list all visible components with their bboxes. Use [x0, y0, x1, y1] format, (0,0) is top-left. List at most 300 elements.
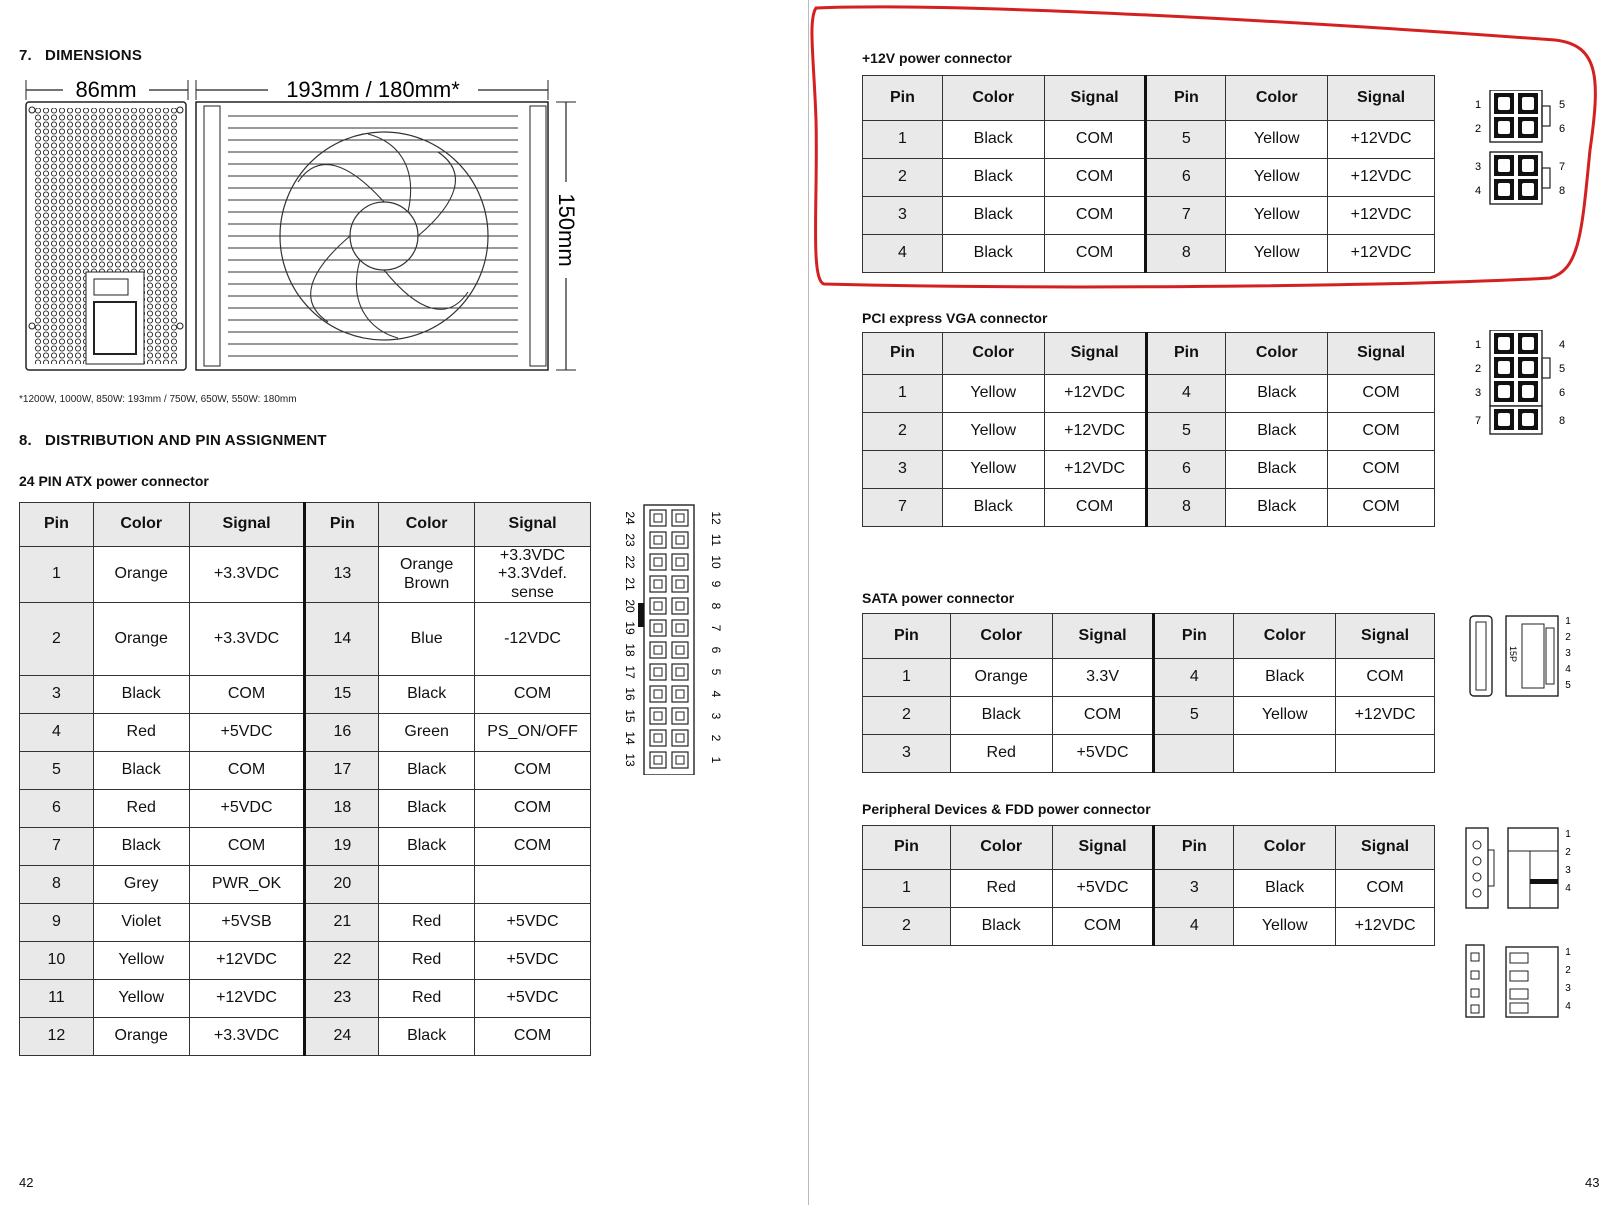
- column-header: Signal: [1336, 826, 1435, 870]
- pin-cell: 1: [863, 375, 943, 413]
- pin-cell: 6: [1146, 451, 1226, 489]
- signal-cell: +12VDC: [189, 942, 305, 980]
- section7-heading: [19, 47, 142, 64]
- pin-number-label: 4: [1565, 664, 1571, 675]
- table-row: [863, 659, 1435, 697]
- signal-cell: +5VDC: [1052, 870, 1154, 908]
- section-number: 7.: [19, 47, 32, 64]
- pin-cell: 14: [305, 603, 379, 676]
- atx-title: 24 PIN ATX power connector: [19, 473, 209, 489]
- p12v-title: +12V power connector: [862, 50, 1012, 66]
- pin-socket: [650, 554, 666, 570]
- column-header: Signal: [1052, 826, 1154, 870]
- pin-number-label: 22: [623, 555, 637, 569]
- power-switch-icon: [94, 279, 128, 295]
- color-cell: Yellow: [1234, 697, 1336, 735]
- color-cell: Black: [379, 828, 475, 866]
- pin-socket: [672, 664, 688, 680]
- pin-cell: 12: [20, 1018, 94, 1056]
- pin-number-label: 2: [1565, 847, 1571, 858]
- color-cell: Yellow: [942, 375, 1044, 413]
- pin-socket: [672, 752, 688, 768]
- column-header: Signal: [1052, 614, 1154, 659]
- pin-number-label: 3: [1474, 161, 1482, 173]
- pin-number-label: 15: [623, 709, 637, 723]
- grille-lines: [228, 116, 518, 356]
- pin-number-label: 5: [1565, 680, 1571, 691]
- column-header: Signal: [189, 503, 305, 547]
- column-header: Color: [950, 826, 1052, 870]
- pin-cell: 3: [20, 676, 94, 714]
- color-cell: Black: [1226, 375, 1328, 413]
- color-cell: Orange: [950, 659, 1052, 697]
- table-row: [20, 1018, 591, 1056]
- pin-cell: 4: [1154, 659, 1234, 697]
- pin-socket: [672, 620, 688, 636]
- pin-cell: 3: [1154, 870, 1234, 908]
- signal-cell: COM: [1328, 489, 1435, 527]
- pin-cell: 11: [20, 980, 94, 1018]
- color-cell: Red: [950, 870, 1052, 908]
- pin-number-label: 7: [1558, 161, 1566, 173]
- pin-number-label: 3: [709, 712, 723, 720]
- column-header: Color: [950, 614, 1052, 659]
- pcie-pin-table: [862, 332, 1435, 527]
- signal-cell: COM: [189, 676, 305, 714]
- height-dimension: 150mm: [554, 193, 579, 267]
- color-cell: Yellow: [942, 451, 1044, 489]
- column-header: Pin: [863, 826, 951, 870]
- color-cell: Grey: [93, 866, 189, 904]
- width-dimension: 86mm: [75, 77, 137, 102]
- color-cell: Orange Brown: [379, 547, 475, 603]
- table-row: [20, 547, 591, 603]
- pin-socket: [650, 642, 666, 658]
- color-cell: Red: [379, 942, 475, 980]
- table-row: [863, 197, 1435, 235]
- signal-cell: +3.3VDC +3.3Vdef. sense: [475, 547, 591, 603]
- pin-number-label: 9: [709, 580, 723, 588]
- color-cell: Black: [942, 121, 1044, 159]
- pin-number-label: 14: [623, 731, 637, 745]
- signal-cell: COM: [189, 752, 305, 790]
- color-cell: Black: [379, 752, 475, 790]
- signal-cell: COM: [475, 828, 591, 866]
- table-header-row: [863, 333, 1435, 375]
- pin-cell: 3: [863, 451, 943, 489]
- color-cell: Black: [942, 489, 1044, 527]
- pin-socket: [650, 532, 666, 548]
- pin-number-label: 4: [1565, 883, 1571, 894]
- signal-cell: +12VDC: [1328, 121, 1435, 159]
- pin-socket: [672, 730, 688, 746]
- length-dimension: 193mm / 180mm*: [286, 77, 460, 102]
- signal-cell: COM: [475, 1018, 591, 1056]
- signal-cell: [1336, 735, 1435, 773]
- pin-number-label: 16: [623, 687, 637, 701]
- pin-cell: 2: [863, 413, 943, 451]
- signal-cell: -12VDC: [475, 603, 591, 676]
- signal-cell: +3.3VDC: [189, 1018, 305, 1056]
- pin-number-label: 17: [623, 665, 637, 679]
- pin-number-label: 4: [1558, 339, 1566, 351]
- pin-number-label: 23: [623, 533, 637, 547]
- pin-cell: 2: [863, 159, 943, 197]
- pin-socket: [672, 510, 688, 526]
- pin-number-label: 7: [709, 624, 723, 632]
- column-header: Pin: [863, 76, 943, 121]
- table-row: [863, 451, 1435, 489]
- color-cell: Orange: [93, 1018, 189, 1056]
- color-cell: Yellow: [1226, 159, 1328, 197]
- pin-cell: 15: [305, 676, 379, 714]
- pin-cell: 9: [20, 904, 94, 942]
- fdd-connector-icon: [1466, 945, 1484, 1017]
- table-row: [20, 828, 591, 866]
- table-row: [863, 121, 1435, 159]
- table-row: [20, 752, 591, 790]
- pin-socket: [650, 686, 666, 702]
- pcie-title: PCI express VGA connector: [862, 310, 1048, 326]
- pin-socket: [672, 708, 688, 724]
- column-header: Pin: [1154, 826, 1234, 870]
- pin-socket: [650, 576, 666, 592]
- column-header: Signal: [1328, 76, 1435, 121]
- color-cell: Black: [93, 676, 189, 714]
- pin-cell: 1: [863, 870, 951, 908]
- pin-socket: [650, 730, 666, 746]
- table-header-row: [863, 614, 1435, 659]
- pin-number-label: 13: [623, 753, 637, 767]
- color-cell: Black: [93, 752, 189, 790]
- pin-number-label: 21: [623, 577, 637, 591]
- color-cell: [379, 866, 475, 904]
- signal-cell: COM: [1044, 197, 1146, 235]
- column-header: Pin: [1146, 76, 1226, 121]
- color-cell: Black: [379, 790, 475, 828]
- pin-cell: 3: [863, 197, 943, 235]
- pin-cell: 8: [1146, 235, 1226, 273]
- pin-cell: 5: [1154, 697, 1234, 735]
- signal-cell: +12VDC: [1328, 159, 1435, 197]
- pin-socket: [672, 598, 688, 614]
- color-cell: Yellow: [93, 942, 189, 980]
- pin-number-label: 12: [709, 511, 723, 525]
- pin-socket: [650, 752, 666, 768]
- signal-cell: +5VSB: [189, 904, 305, 942]
- pin-cell: 7: [863, 489, 943, 527]
- color-cell: Blue: [379, 603, 475, 676]
- pin-cell: 7: [1146, 197, 1226, 235]
- pin-number-label: 11: [709, 533, 723, 547]
- pin-cell: 8: [20, 866, 94, 904]
- pin-number-label: 3: [1565, 648, 1571, 659]
- pin-cell: 13: [305, 547, 379, 603]
- signal-cell: +5VDC: [475, 980, 591, 1018]
- signal-cell: +5VDC: [475, 904, 591, 942]
- pin-number-label: 2: [1474, 123, 1482, 135]
- column-header: Pin: [863, 614, 951, 659]
- pin-cell: 2: [863, 908, 951, 946]
- signal-cell: COM: [189, 828, 305, 866]
- pin-socket: [650, 664, 666, 680]
- pin-cell: 10: [20, 942, 94, 980]
- table-row: [863, 697, 1435, 735]
- pin-cell: 4: [1154, 908, 1234, 946]
- signal-cell: +12VDC: [1336, 697, 1435, 735]
- signal-cell: +12VDC: [1328, 197, 1435, 235]
- signal-cell: COM: [1052, 908, 1154, 946]
- pcie-connector-diagram: [1462, 330, 1572, 445]
- page-number-left: 42: [19, 1175, 34, 1190]
- color-cell: Black: [1234, 659, 1336, 697]
- signal-cell: COM: [475, 790, 591, 828]
- pin-number-label: 10: [709, 555, 723, 569]
- signal-cell: COM: [1044, 489, 1146, 527]
- table-row: [863, 235, 1435, 273]
- signal-cell: +5VDC: [189, 714, 305, 752]
- pin-number-label: 1: [1474, 339, 1482, 351]
- table-row: [20, 866, 591, 904]
- column-header: Pin: [305, 503, 379, 547]
- column-header: Pin: [20, 503, 94, 547]
- table-row: [863, 159, 1435, 197]
- pin-socket: [672, 642, 688, 658]
- pin-number-label: 1: [1474, 99, 1482, 111]
- column-header: Pin: [1146, 333, 1226, 375]
- atx-connector-diagram: [612, 500, 727, 775]
- pin-cell: 1: [20, 547, 94, 603]
- dimensions-drawing: [18, 72, 598, 392]
- table-header-row: [20, 503, 591, 547]
- signal-cell: [475, 866, 591, 904]
- color-cell: Red: [950, 735, 1052, 773]
- signal-cell: COM: [1328, 451, 1435, 489]
- sata-diagram-label: 15P: [1508, 646, 1518, 663]
- pin-number-label: 3: [1565, 983, 1571, 994]
- color-cell: Black: [1234, 870, 1336, 908]
- color-cell: Yellow: [1226, 197, 1328, 235]
- signal-cell: +5VDC: [189, 790, 305, 828]
- column-header: Signal: [1044, 333, 1146, 375]
- color-cell: Black: [93, 828, 189, 866]
- pin-number-label: 2: [709, 734, 723, 742]
- pin-cell: 1: [863, 121, 943, 159]
- pin-number-label: 3: [1474, 387, 1482, 399]
- signal-cell: +12VDC: [1328, 235, 1435, 273]
- signal-cell: COM: [1052, 697, 1154, 735]
- table-row: [20, 790, 591, 828]
- pin-number-label: 2: [1474, 363, 1482, 375]
- pin-socket: [672, 554, 688, 570]
- pin-cell: 20: [305, 866, 379, 904]
- column-header: Color: [379, 503, 475, 547]
- pin-cell: 2: [863, 697, 951, 735]
- pin-number-label: 1: [1565, 947, 1571, 958]
- color-cell: Yellow: [1226, 121, 1328, 159]
- table-header-row: [863, 76, 1435, 121]
- column-header: Color: [942, 333, 1044, 375]
- pin-cell: 8: [1146, 489, 1226, 527]
- p12v-connector-diagram: [1462, 90, 1572, 210]
- pin-number-label: 1: [1565, 829, 1571, 840]
- signal-cell: +12VDC: [1044, 451, 1146, 489]
- page-divider: [808, 0, 809, 1205]
- column-header: Color: [942, 76, 1044, 121]
- pin-number-label: 7: [1474, 415, 1482, 427]
- signal-cell: COM: [475, 676, 591, 714]
- pin-cell: 22: [305, 942, 379, 980]
- sata-title: SATA power connector: [862, 590, 1015, 606]
- signal-cell: COM: [1336, 659, 1435, 697]
- pin-cell: 4: [863, 235, 943, 273]
- signal-cell: COM: [1044, 121, 1146, 159]
- signal-cell: 3.3V: [1052, 659, 1154, 697]
- color-cell: Yellow: [1226, 235, 1328, 273]
- color-cell: Black: [942, 197, 1044, 235]
- pin-number-label: 20: [623, 599, 637, 613]
- section8-heading: [19, 432, 327, 449]
- color-cell: Black: [950, 697, 1052, 735]
- signal-cell: +12VDC: [1044, 413, 1146, 451]
- section-title: DIMENSIONS: [45, 47, 143, 64]
- dimensions-footnote: *1200W, 1000W, 850W: 193mm / 750W, 650W, 550W: 180mm: [19, 394, 297, 405]
- table-row: [863, 870, 1435, 908]
- signal-cell: COM: [1328, 413, 1435, 451]
- color-cell: Red: [379, 904, 475, 942]
- pin-number-label: 1: [709, 756, 723, 764]
- pin-cell: 21: [305, 904, 379, 942]
- periph-pin-table: [862, 825, 1435, 946]
- column-header: Color: [1234, 826, 1336, 870]
- section-number: 8.: [19, 432, 32, 449]
- pin-number-label: 5: [709, 668, 723, 676]
- color-cell: Black: [1226, 451, 1328, 489]
- pin-socket: [672, 576, 688, 592]
- pin-cell: 24: [305, 1018, 379, 1056]
- table-row: [863, 489, 1435, 527]
- pin-cell: 6: [1146, 159, 1226, 197]
- pin-cell: 5: [20, 752, 94, 790]
- pin-socket: [650, 510, 666, 526]
- pin-cell: [1154, 735, 1234, 773]
- pin-cell: 16: [305, 714, 379, 752]
- signal-cell: +3.3VDC: [189, 603, 305, 676]
- page-number-right: 43: [1585, 1175, 1600, 1190]
- table-row: [20, 980, 591, 1018]
- color-cell: Black: [942, 235, 1044, 273]
- pin-number-label: 3: [1565, 865, 1571, 876]
- table-row: [863, 908, 1435, 946]
- color-cell: Black: [379, 676, 475, 714]
- color-cell: Black: [950, 908, 1052, 946]
- pin-number-label: 8: [1558, 415, 1566, 427]
- pin-number-label: 8: [1558, 185, 1566, 197]
- p12v-pin-table: [862, 75, 1435, 273]
- signal-cell: +5VDC: [1052, 735, 1154, 773]
- signal-cell: COM: [1044, 159, 1146, 197]
- pin-cell: 19: [305, 828, 379, 866]
- color-cell: Red: [93, 790, 189, 828]
- pin-cell: 23: [305, 980, 379, 1018]
- color-cell: Black: [379, 1018, 475, 1056]
- atx-pin-table: [19, 502, 591, 1056]
- color-cell: Orange: [93, 603, 189, 676]
- pin-cell: 4: [1146, 375, 1226, 413]
- color-cell: Orange: [93, 547, 189, 603]
- pin-cell: 6: [20, 790, 94, 828]
- column-header: Color: [1226, 76, 1328, 121]
- pin-cell: 7: [20, 828, 94, 866]
- table-row: [20, 904, 591, 942]
- pin-number-label: 18: [623, 643, 637, 657]
- pin-number-label: 2: [1565, 632, 1571, 643]
- signal-cell: COM: [1328, 375, 1435, 413]
- column-header: Color: [1226, 333, 1328, 375]
- table-row: [20, 676, 591, 714]
- pin-cell: 3: [863, 735, 951, 773]
- signal-cell: +3.3VDC: [189, 547, 305, 603]
- pin-socket: [650, 708, 666, 724]
- pin-number-label: 4: [1565, 1001, 1571, 1012]
- pin-cell: 5: [1146, 121, 1226, 159]
- peripheral-connector-diagrams: [1458, 825, 1578, 1025]
- pin-number-label: 1: [1565, 616, 1571, 627]
- column-header: Pin: [1154, 614, 1234, 659]
- signal-cell: +12VDC: [1336, 908, 1435, 946]
- pin-cell: 4: [20, 714, 94, 752]
- signal-cell: PWR_OK: [189, 866, 305, 904]
- color-cell: Black: [1226, 413, 1328, 451]
- signal-cell: COM: [475, 752, 591, 790]
- pin-socket: [672, 686, 688, 702]
- signal-cell: PS_ON/OFF: [475, 714, 591, 752]
- signal-cell: COM: [1044, 235, 1146, 273]
- column-header: Signal: [1336, 614, 1435, 659]
- color-cell: Red: [379, 980, 475, 1018]
- color-cell: Black: [942, 159, 1044, 197]
- section-title: DISTRIBUTION AND PIN ASSIGNMENT: [45, 432, 327, 449]
- pin-number-label: 4: [709, 690, 723, 698]
- pin-number-label: 5: [1558, 99, 1566, 111]
- signal-cell: COM: [1336, 870, 1435, 908]
- signal-cell: +12VDC: [1044, 375, 1146, 413]
- column-header: Signal: [475, 503, 591, 547]
- pin-socket: [672, 532, 688, 548]
- column-header: Signal: [1044, 76, 1146, 121]
- table-row: [20, 603, 591, 676]
- pin-number-label: 2: [1565, 965, 1571, 976]
- sata-pin-table: [862, 613, 1435, 773]
- pin-number-label: 4: [1474, 185, 1482, 197]
- molex-connector-icon: [1466, 828, 1488, 908]
- table-row: [863, 413, 1435, 451]
- pin-number-label: 6: [1558, 387, 1566, 399]
- table-row: [863, 735, 1435, 773]
- color-cell: Violet: [93, 904, 189, 942]
- pin-cell: 1: [863, 659, 951, 697]
- table-row: [863, 375, 1435, 413]
- color-cell: Yellow: [1234, 908, 1336, 946]
- pin-socket: [650, 598, 666, 614]
- pin-number-label: 6: [1558, 123, 1566, 135]
- pin-cell: 5: [1146, 413, 1226, 451]
- pin-cell: 18: [305, 790, 379, 828]
- table-row: [20, 942, 591, 980]
- table-header-row: [863, 826, 1435, 870]
- pin-number-label: 5: [1558, 363, 1566, 375]
- pin-number-label: 6: [709, 646, 723, 654]
